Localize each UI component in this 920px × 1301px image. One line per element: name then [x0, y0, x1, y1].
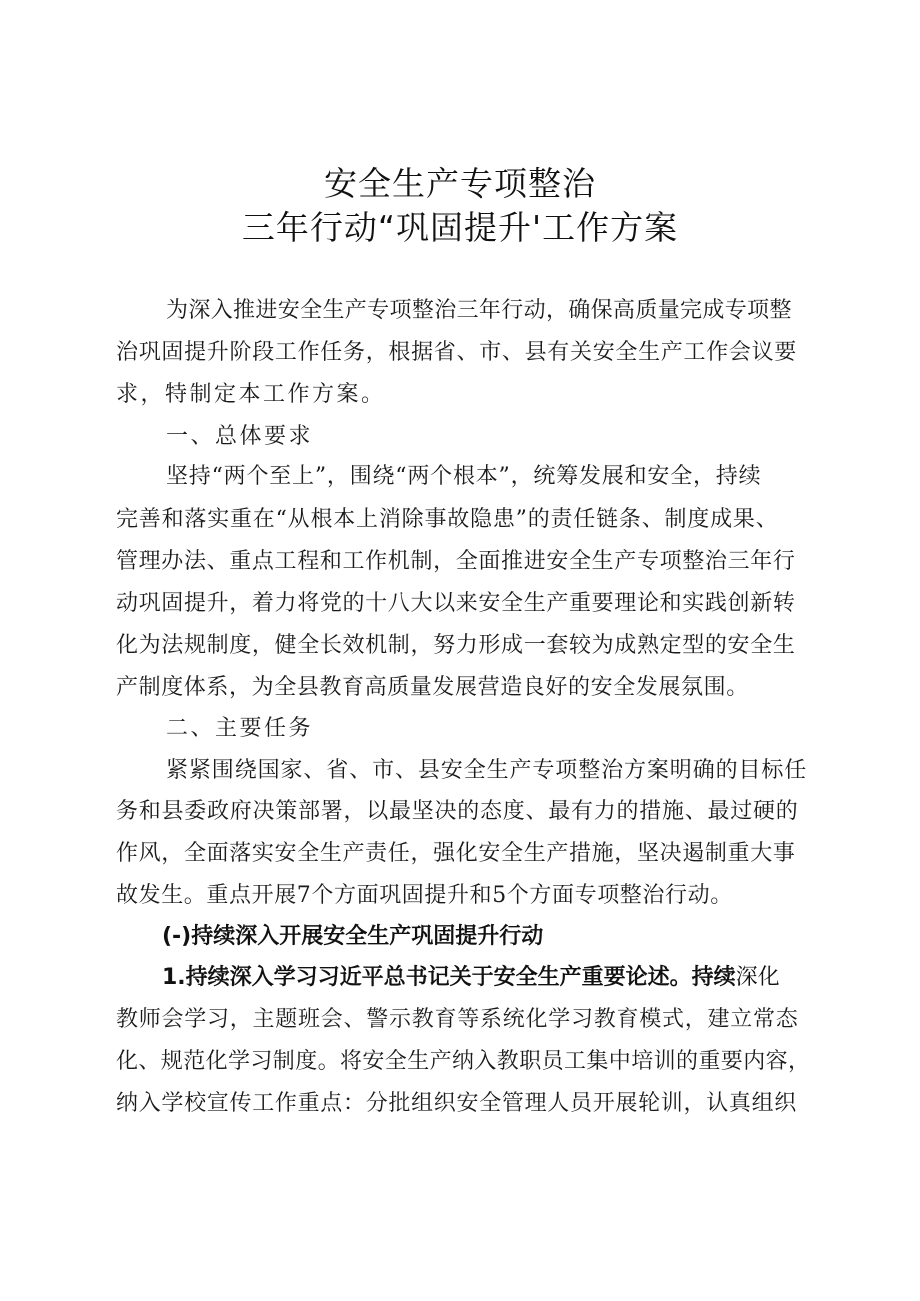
intro-line1: 为深入推进安全生产专项整治三年行动，确保高质量完成专项整 [166, 298, 792, 323]
item1-tail-text: 深化 [735, 965, 780, 990]
document-title-line1: 安全生产专项整治 [324, 164, 596, 203]
document-title-line2: 三年行动“巩固提升'工作方案 [241, 208, 679, 247]
section1-line1: 坚持“两个至上”，围绕“两个根本”，统筹发展和安全，持续 [166, 464, 762, 489]
section2-line2: 务和县委政府决策部署，以最坚决的态度、最有力的措施、最过硬的 [116, 799, 799, 824]
intro-line2: 治巩固提升阶段工作任务，根据省、市、县有关安全生产工作会议要 [116, 340, 798, 365]
subsection1-heading: (-)持续深入开展安全生产巩固提升行动 [162, 924, 544, 949]
section2-line4: 故发生。重点开展7个方面巩固提升和5个方面专项整治行动。 [116, 883, 733, 908]
intro-line3: 求，特制定本工作方案。 [116, 382, 386, 407]
section1-line6: 产制度体系，为全县教育高质量发展营造良好的安全发展氛围。 [116, 675, 749, 700]
subsection1-line4: 纳入学校宣传工作重点：分批组织安全管理人员开展轮训，认真组织 [116, 1091, 798, 1116]
section1-line5: 化为法规制度，健全长效机制，努力形成一套较为成熟定型的安全生 [116, 633, 796, 658]
section2-line3: 作风，全面落实安全生产责任，强化安全生产措施，坚决遏制重大事 [116, 841, 796, 866]
item1-bold-text: 1.持续深入学习习近平总书记关于安全生产重要论述。持续 [162, 965, 736, 990]
section2-line1: 紧紧围绕国家、省、市、县安全生产专项整治方案明确的目标任 [166, 758, 808, 783]
section1-line2: 完善和落实重在“从根本上消除事故隐患”的责任链条、制度成果、 [116, 507, 779, 532]
subsection1-line2: 教师会学习，主题班会、警示教育等系统化学习教育模式，建立常态 [116, 1007, 799, 1032]
section1-line3: 管理办法、重点工程和工作机制，全面推进安全生产专项整治三年行 [116, 549, 796, 574]
section2-heading: 二、主要任务 [166, 716, 314, 741]
section1-heading: 一、总体要求 [166, 424, 314, 449]
subsection1-line3: 化、规范化学习制度。将安全生产纳入教职员工集中培训的重要内容， [116, 1049, 811, 1074]
section1-line4: 动巩固提升，着力将党的十八大以来安全生产重要理论和实践创新转 [116, 591, 796, 616]
subsection1-item1-line1 [162, 963, 780, 993]
